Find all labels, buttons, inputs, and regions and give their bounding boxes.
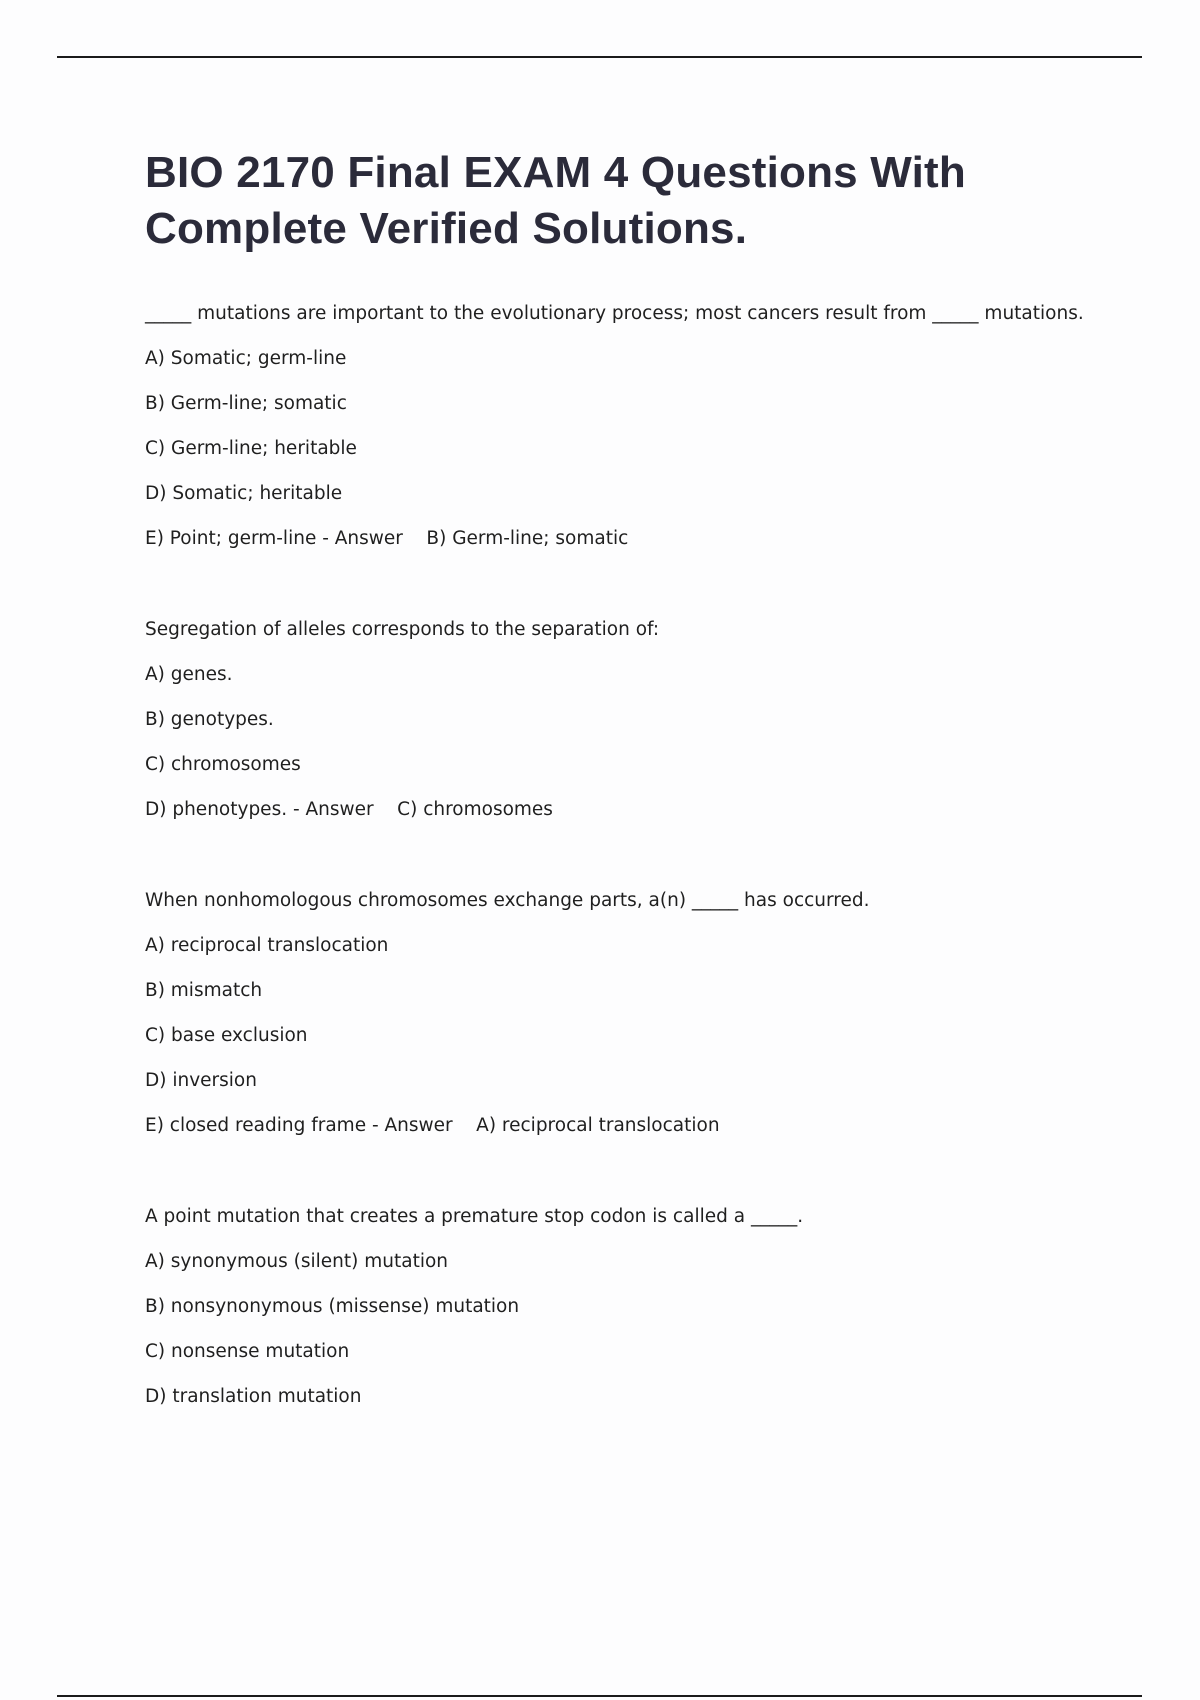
bottom-rule xyxy=(57,1695,1142,1697)
question-2 xyxy=(145,618,1105,889)
answer-choice: A) reciprocal translocation xyxy=(145,935,389,956)
answer-choice: C) base exclusion xyxy=(145,1025,308,1046)
question-stem: Segregation of alleles corresponds to the separation of: xyxy=(145,619,660,640)
question-4 xyxy=(145,1205,1105,1409)
answer-choice: A) synonymous (silent) mutation xyxy=(145,1251,449,1272)
question-stem: A point mutation that creates a premature stop codon is called a _____. xyxy=(145,1206,804,1227)
answer-choice: A) Somatic; germ-line xyxy=(145,348,347,369)
answer-choice-with-solution: D) phenotypes. - Answer C) chromosomes xyxy=(145,799,553,820)
top-rule xyxy=(57,56,1142,58)
answer-choice-with-solution: E) closed reading frame - Answer A) reciprocal translocation xyxy=(145,1115,720,1136)
answer-choice: C) Germ-line; heritable xyxy=(145,438,357,459)
answer-choice: B) mismatch xyxy=(145,980,263,1001)
answer-choice: D) translation mutation xyxy=(145,1386,362,1407)
question-spacer xyxy=(145,572,1105,618)
question-stem: When nonhomologous chromosomes exchange parts, a(n) _____ has occurred. xyxy=(145,890,870,911)
question-spacer xyxy=(145,1159,1105,1205)
answer-choice: D) inversion xyxy=(145,1070,257,1091)
answer-choice: C) nonsense mutation xyxy=(145,1341,350,1362)
answer-choice: A) genes. xyxy=(145,664,233,685)
document-title: BIO 2170 Final EXAM 4 Questions With Complete Verified Solutions. xyxy=(145,148,966,253)
question-stem: _____ mutations are important to the evolutionary process; most cancers result from _____ mutations. xyxy=(145,303,1084,324)
document-content xyxy=(145,145,1105,1430)
answer-choice: B) nonsynonymous (missense) mutation xyxy=(145,1296,520,1317)
answer-choice: B) genotypes. xyxy=(145,709,274,730)
question-1 xyxy=(145,302,1105,618)
answer-choice-with-solution: E) Point; germ-line - Answer B) Germ-line; somatic xyxy=(145,528,629,549)
answer-choice: C) chromosomes xyxy=(145,754,301,775)
answer-choice: B) Germ-line; somatic xyxy=(145,393,347,414)
answer-choice: D) Somatic; heritable xyxy=(145,483,343,504)
question-3 xyxy=(145,889,1105,1205)
question-spacer xyxy=(145,843,1105,889)
question-list xyxy=(145,302,1105,1409)
